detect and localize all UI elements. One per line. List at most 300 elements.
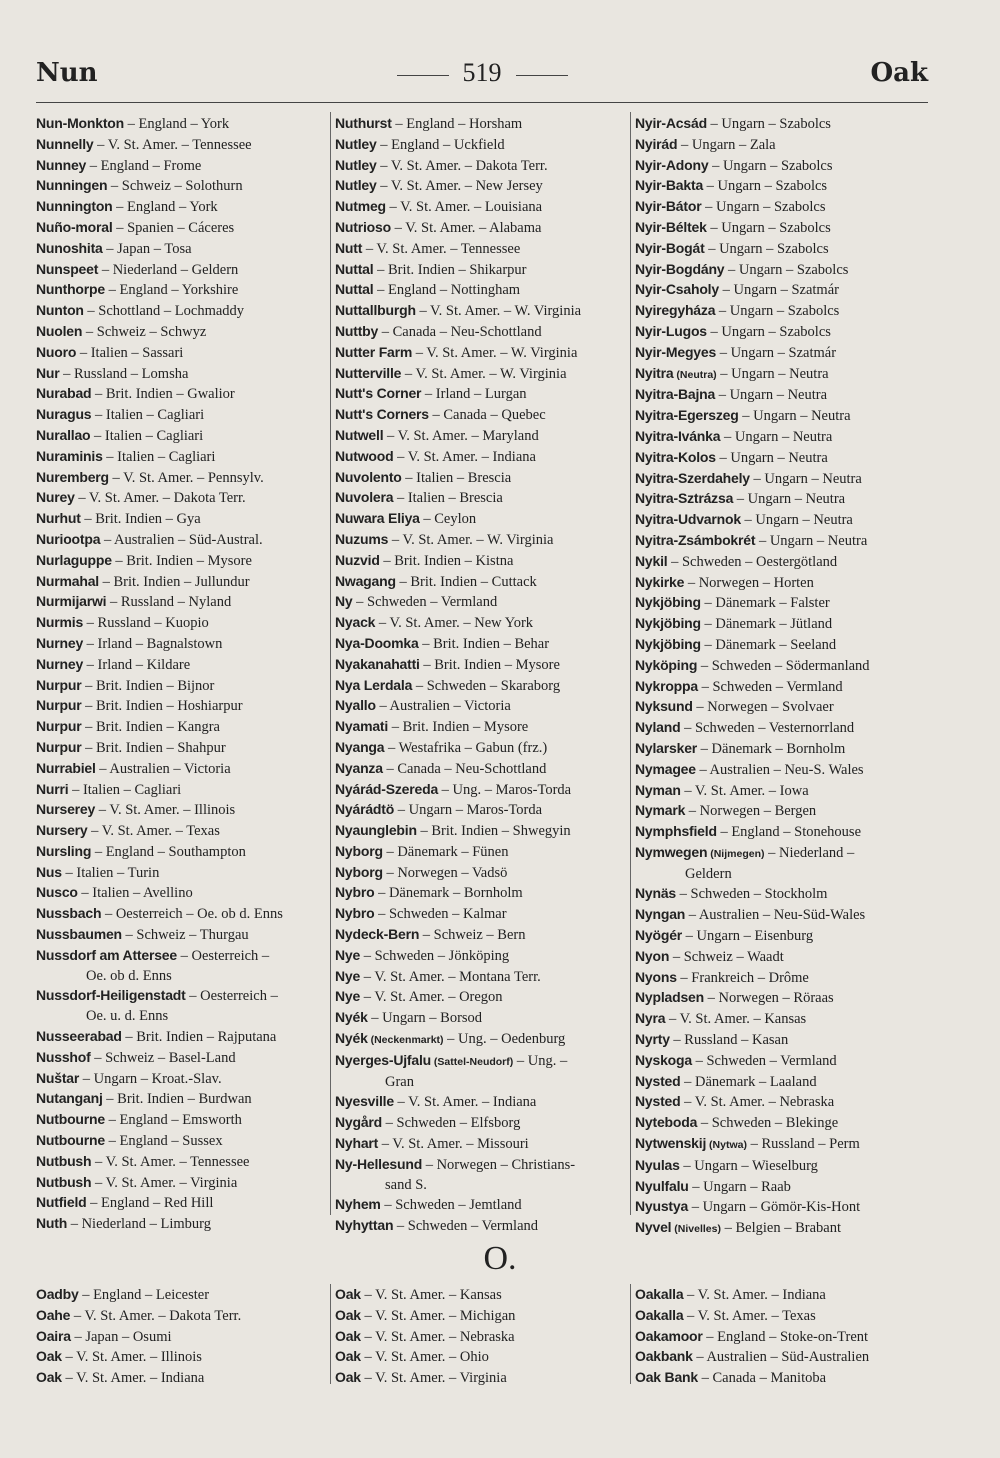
place-location: – Ungarn – Zala xyxy=(677,136,776,153)
place-name: Nyustya xyxy=(635,1198,689,1215)
list-item xyxy=(335,572,627,593)
list-item xyxy=(635,947,925,968)
list-item xyxy=(335,488,627,509)
list-item xyxy=(635,1156,925,1177)
list-item xyxy=(335,135,627,156)
place-location: – V. St. Amer. – Alabama xyxy=(390,219,542,236)
page-header xyxy=(36,58,928,94)
place-name: Nwagang xyxy=(335,572,396,589)
place-name: Nymagee xyxy=(635,760,696,777)
place-location: – Schweiz – Waadt xyxy=(669,948,784,965)
place-location: – V. St. Amer. – Indiana xyxy=(61,1370,205,1387)
place-location: – Norwegen – Bergen xyxy=(685,803,817,820)
list-item xyxy=(36,1131,328,1152)
list-item xyxy=(635,822,925,843)
list-item xyxy=(335,364,627,385)
list-item xyxy=(335,1051,627,1073)
place-location: – Ungarn – Gömör-Kis-Hont xyxy=(688,1199,861,1216)
page-number: 519 xyxy=(462,58,502,87)
place-location: – V. St. Amer. – Pennsylv. xyxy=(108,469,264,486)
list-item xyxy=(36,800,328,821)
place-location: – V. St. Amer. – Maryland xyxy=(383,427,539,444)
place-location: – Schweiz – Thurgau xyxy=(121,927,249,944)
place-location: – Ungarn – Szabolcs xyxy=(706,219,831,236)
place-location: – Irland – Kildare xyxy=(83,656,191,673)
place-location: – Brit. Indien – Mysore xyxy=(388,719,529,736)
list-item xyxy=(635,760,925,781)
place-location: – Brit. Indien – Shahpur xyxy=(81,739,226,756)
place-alt-name: (Nivelles) xyxy=(671,1223,721,1236)
list-item xyxy=(335,280,627,301)
column-divider-1 xyxy=(330,112,331,1215)
list-item xyxy=(335,634,627,655)
place-location: – Norwegen – Horten xyxy=(684,574,814,591)
entry-column-3 xyxy=(635,114,925,1240)
place-location: – V. St. Amer. – Kansas xyxy=(360,1287,502,1303)
list-item xyxy=(335,696,627,717)
place-location: – Schweiz – Basel-Land xyxy=(90,1049,236,1066)
list-item xyxy=(36,1306,328,1327)
list-item xyxy=(635,988,925,1009)
place-location: – Dänemark – Jütland xyxy=(700,616,833,633)
place-name: Nunnington xyxy=(36,198,113,215)
list-item xyxy=(635,510,925,531)
header-rule xyxy=(36,102,928,103)
place-name: Nyra xyxy=(635,1010,666,1027)
place-name: Nykjöbing xyxy=(635,615,701,632)
place-location: – Japan – Tosa xyxy=(102,240,192,257)
place-location: – Ung. – Oedenburg xyxy=(443,1031,566,1048)
place-location: – Brit. Indien – Behar xyxy=(418,635,550,652)
place-name: Oakamoor xyxy=(635,1327,703,1344)
list-item xyxy=(635,1177,925,1198)
place-location: – V. St. Amer. – Texas xyxy=(87,823,220,840)
place-name: Nyárád-Szereda xyxy=(335,780,439,797)
place-location: – Schweden – Stockholm xyxy=(676,886,828,903)
place-location: – V. St. Amer. – Oregon xyxy=(360,989,503,1006)
list-item xyxy=(635,926,925,947)
list-item xyxy=(36,156,328,177)
list-item xyxy=(635,552,925,573)
section-letter-o: O. xyxy=(483,1240,517,1277)
place-name: Nutt's Corners xyxy=(335,406,429,423)
place-location: – Italien – Brescia xyxy=(393,490,503,507)
place-name: Nunney xyxy=(36,156,87,173)
place-location: – Irland – Bagnalstown xyxy=(83,635,223,652)
place-location: – Belgien – Brabant xyxy=(720,1220,841,1237)
list-item xyxy=(335,863,627,884)
place-location: – V. St. Amer. – Dakota Terr. xyxy=(74,490,246,507)
place-name: Nunspeet xyxy=(36,260,99,277)
list-item xyxy=(36,343,328,364)
place-location: – England – Nottingham xyxy=(373,282,521,299)
list-item xyxy=(36,176,328,197)
place-name: Nymwegen xyxy=(635,843,708,860)
place-location: – V. St. Amer. – W. Virginia xyxy=(388,531,554,548)
list-item xyxy=(36,1089,328,1110)
list-item xyxy=(36,946,328,967)
place-location: – V. St. Amer. – Tennessee xyxy=(362,240,521,257)
place-name: Oahe xyxy=(36,1306,71,1323)
list-item xyxy=(335,1134,627,1155)
place-alt-name: (Nytwa) xyxy=(706,1139,747,1152)
place-location: – Italien – Brescia xyxy=(401,469,512,486)
place-name: Nutbush xyxy=(36,1152,92,1169)
place-location: – England – Frome xyxy=(86,157,202,174)
list-item xyxy=(635,1197,925,1218)
place-name: Nurhut xyxy=(36,510,81,527)
place-name: Nyulas xyxy=(635,1156,680,1173)
place-location: – Dänemark – Bornholm xyxy=(697,740,846,757)
place-location: – Australien – Neu-S. Wales xyxy=(695,761,864,778)
place-location: – Ungarn – Szabolcs xyxy=(708,157,833,174)
place-location: – England – Sussex xyxy=(104,1133,223,1150)
place-location: – Irland – Lurgan xyxy=(421,386,527,403)
place-name: Nyons xyxy=(635,968,677,985)
place-name: Nurri xyxy=(36,780,69,797)
place-name: Nyanza xyxy=(335,759,383,776)
list-item xyxy=(335,676,627,697)
place-name: Nyir-Bogát xyxy=(635,239,705,256)
place-name: Nurpur xyxy=(36,676,82,693)
place-location: – Schweden – Vermland xyxy=(697,678,843,695)
place-name: Nyksund xyxy=(635,698,693,715)
place-name: Nussdorf am Attersee xyxy=(36,946,177,963)
list-item xyxy=(335,1008,627,1029)
place-name: Nyitra-Zsámbokrét xyxy=(635,531,756,548)
place-name: Nyir-Bakta xyxy=(635,177,704,194)
place-name: Nyborg xyxy=(335,863,383,880)
place-location: – Ung. – xyxy=(513,1052,568,1069)
list-item xyxy=(36,488,328,509)
place-name: Nus xyxy=(36,863,62,880)
place-location: – Japan – Osumi xyxy=(70,1328,172,1345)
place-location: – Brit. Indien – Gya xyxy=(80,511,201,528)
place-location: – V. St. Amer. – Virginia xyxy=(360,1370,507,1387)
place-location: – Schweden – Blekinge xyxy=(697,1115,839,1132)
list-item xyxy=(36,592,328,613)
place-name: Nykjöbing xyxy=(635,594,701,611)
list-item xyxy=(335,717,627,738)
place-location: – Italien – Cagliari xyxy=(91,407,205,424)
place-name: Oak xyxy=(335,1348,361,1365)
list-item xyxy=(635,531,925,552)
place-location: – V. St. Amer. – Nebraska xyxy=(360,1328,515,1345)
list-item xyxy=(635,593,925,614)
list-item xyxy=(335,1285,627,1306)
place-name: Nuolen xyxy=(36,322,83,339)
place-location: – Schweden – Elfsborg xyxy=(382,1115,521,1132)
place-alt-name: (Nijmegen) xyxy=(707,847,765,860)
list-item xyxy=(635,884,925,905)
list-item xyxy=(335,197,627,218)
place-name: Oakbank xyxy=(635,1348,693,1365)
place-location: – Ungarn – Szabolcs xyxy=(715,303,840,320)
place-name: Nyhem xyxy=(335,1196,381,1213)
place-name: Nusshof xyxy=(36,1048,91,1065)
place-name: Nye xyxy=(335,946,361,963)
list-item-continuation: sand S. xyxy=(385,1176,427,1193)
place-name: Oak xyxy=(36,1369,62,1386)
place-location: – Dänemark – Laaland xyxy=(680,1073,817,1090)
list-item xyxy=(335,1029,627,1051)
list-item xyxy=(635,573,925,594)
list-item xyxy=(36,883,328,904)
place-location: – Brit. Indien – Shikarpur xyxy=(373,261,527,278)
list-item xyxy=(335,447,627,468)
place-name: Nutt xyxy=(335,239,363,256)
place-name: Nyir-Bogdány xyxy=(635,260,725,277)
place-name: Nuttallburgh xyxy=(335,302,416,319)
place-name: Nun-Monkton xyxy=(36,115,124,131)
list-item-continuation: Gran xyxy=(385,1073,414,1090)
list-item xyxy=(36,634,328,655)
place-name: Nyir-Lugos xyxy=(635,322,707,339)
place-location: – England – Stoke-on-Trent xyxy=(702,1328,869,1345)
list-item xyxy=(36,1173,328,1194)
place-name: Nutt's Corner xyxy=(335,385,422,402)
place-name: Nypladsen xyxy=(635,989,704,1006)
place-name: Nussbaumen xyxy=(36,926,122,943)
place-name: Nuštar xyxy=(36,1069,80,1086)
header-right-keyword: Oak xyxy=(870,58,928,88)
place-location: – V. St. Amer. – Montana Terr. xyxy=(360,968,541,985)
list-item xyxy=(36,426,328,447)
place-name: Nuttal xyxy=(335,281,374,298)
place-name: Nyerges-Ujfalu xyxy=(335,1051,432,1068)
place-name: Nurrabiel xyxy=(36,759,96,776)
place-location: – Russland – Lomsha xyxy=(59,365,189,382)
place-name: Nybro xyxy=(335,905,375,922)
list-item xyxy=(36,301,328,322)
place-name: Nye xyxy=(335,967,361,984)
list-item xyxy=(335,426,627,447)
place-location: – Canada – Quebec xyxy=(428,407,546,424)
list-item xyxy=(635,1051,925,1072)
list-item xyxy=(635,1030,925,1051)
place-name: Nyman xyxy=(635,781,681,798)
place-location: – Italien – Avellino xyxy=(77,885,193,902)
place-name: Oak xyxy=(335,1306,361,1323)
place-name: Nyhyttan xyxy=(335,1217,394,1234)
place-location: – Ungarn – Neutra xyxy=(716,365,829,382)
place-name: Nyanga xyxy=(335,738,385,755)
place-location: – V. St. Amer. – Virginia xyxy=(91,1174,238,1191)
place-name: Nutbourne xyxy=(36,1111,105,1128)
place-name: Nurney xyxy=(36,655,84,672)
place-name: Nye xyxy=(335,988,361,1005)
list-item xyxy=(36,197,328,218)
place-location: – England – Southampton xyxy=(91,843,246,860)
place-location: – Ungarn – Szabolcs xyxy=(706,323,831,340)
column-divider-2 xyxy=(630,112,631,1215)
o-entry-column-1 xyxy=(36,1285,328,1389)
list-item xyxy=(335,1195,627,1216)
list-item xyxy=(36,384,328,405)
place-location: – England – York xyxy=(124,116,230,132)
list-item xyxy=(36,842,328,863)
list-item xyxy=(36,738,328,759)
place-name: Nyitra-Bajna xyxy=(635,386,716,403)
list-item xyxy=(335,114,627,135)
place-name: Nurmijarwi xyxy=(36,593,107,610)
place-location: – V. St. Amer. – Indiana xyxy=(393,1094,537,1111)
place-location: – Schweden – Jemtland xyxy=(380,1197,522,1214)
place-name: Oak Bank xyxy=(635,1369,698,1386)
place-location: – Schweiz – Schwyz xyxy=(82,323,207,340)
list-item xyxy=(36,1193,328,1214)
place-location: – Ungarn – Szabolcs xyxy=(706,116,831,132)
place-location: – V. St. Amer. – W. Virginia xyxy=(401,365,567,382)
list-item xyxy=(635,801,925,822)
place-location: – Niederland – xyxy=(764,844,855,861)
list-item xyxy=(635,739,925,760)
place-name: Oadby xyxy=(36,1286,79,1302)
list-item xyxy=(635,718,925,739)
place-location: – V. St. Amer. – Tennessee xyxy=(93,136,252,153)
place-name: Nyamati xyxy=(335,718,389,735)
place-name: Nyögér xyxy=(635,927,683,944)
place-location: – V. St. Amer. – New York xyxy=(375,615,534,632)
list-item xyxy=(635,677,925,698)
header-dash-left xyxy=(397,75,449,76)
place-name: Nuttal xyxy=(335,260,374,277)
place-name: Nyir-Bátor xyxy=(635,198,702,215)
place-location: – Niederland – Limburg xyxy=(67,1216,211,1233)
place-name: Nutter Farm xyxy=(335,343,413,360)
place-location: – V. St. Amer. – Texas xyxy=(683,1307,816,1324)
place-location: – Ungarn – Maros-Torda xyxy=(394,802,543,819)
page-number-block xyxy=(36,58,928,88)
place-location: – Ungarn – Szabolcs xyxy=(704,240,829,257)
place-name: Nyteboda xyxy=(635,1114,698,1131)
place-name: Nurabad xyxy=(36,385,92,402)
list-item xyxy=(635,260,925,281)
place-name: Nyitra-Sztrázsa xyxy=(635,490,734,507)
list-item xyxy=(635,843,925,865)
place-name: Nyir-Acsád xyxy=(635,115,707,131)
place-name: Nutbush xyxy=(36,1173,92,1190)
place-name: Nur xyxy=(36,364,60,381)
list-item xyxy=(335,946,627,967)
list-item xyxy=(36,613,328,634)
place-name: Nussdorf-Heiligenstadt xyxy=(36,987,186,1004)
place-location: – Schweiz – Solothurn xyxy=(107,178,243,195)
list-item xyxy=(635,469,925,490)
place-name: Nutley xyxy=(335,177,377,194)
list-item xyxy=(635,406,925,427)
place-location: – Schweden – Jönköping xyxy=(360,947,510,964)
list-item xyxy=(335,613,627,634)
place-name: Nuthurst xyxy=(335,115,392,131)
place-location: – Schweden – Södermanland xyxy=(697,657,870,674)
entry-column-2 xyxy=(335,114,627,1237)
place-location: – Australien – Victoria xyxy=(95,760,231,777)
place-name: Nursery xyxy=(36,822,88,839)
list-item xyxy=(635,322,925,343)
place-name: Nutley xyxy=(335,156,377,173)
list-item xyxy=(36,863,328,884)
place-name: Nyitra-Udvarnok xyxy=(635,511,741,528)
place-location: – V. St. Amer. – Dakota Terr. xyxy=(376,157,548,174)
place-location: – Ungarn – Neutra xyxy=(740,512,853,529)
place-location: – Italien – Sassari xyxy=(76,344,184,361)
place-name: Nybro xyxy=(335,884,375,901)
list-item xyxy=(635,448,925,469)
list-item xyxy=(335,738,627,759)
place-location: – Canada – Manitoba xyxy=(698,1370,827,1387)
place-location: – Ungarn – Neutra xyxy=(738,408,851,425)
list-item xyxy=(335,343,627,364)
list-item xyxy=(335,218,627,239)
place-location: – Italien – Cagliari xyxy=(102,448,216,465)
list-item-continuation: Oe. ob d. Enns xyxy=(86,967,172,984)
place-location: – Australien – Neu-Süd-Wales xyxy=(685,907,866,924)
list-item xyxy=(36,821,328,842)
place-name: Nyack xyxy=(335,614,376,631)
place-name: Nykil xyxy=(635,552,668,569)
place-name: Nunthorpe xyxy=(36,281,105,298)
place-location: – Dänemark – Falster xyxy=(700,595,830,612)
place-name: Nuño-moral xyxy=(36,218,113,235)
place-name: Nyhart xyxy=(335,1135,379,1152)
place-location: – Schweden – Vermland xyxy=(352,594,498,611)
place-name: Nutmeg xyxy=(335,198,386,215)
place-location: – Russland – Perm xyxy=(746,1136,860,1153)
list-item xyxy=(36,1152,328,1173)
list-item xyxy=(635,656,925,677)
list-item xyxy=(635,1306,925,1327)
place-name: Nykroppa xyxy=(635,677,698,694)
place-name: Nutfield xyxy=(36,1194,87,1211)
list-item xyxy=(635,781,925,802)
place-location: – Brit. Indien – Hoshiarpur xyxy=(81,698,243,715)
list-item xyxy=(635,239,925,260)
place-location: – Brit. Indien – Kistna xyxy=(379,552,514,569)
place-location: – V. St. Amer. – Ohio xyxy=(360,1349,489,1366)
list-item xyxy=(635,301,925,322)
place-location: – Italien – Cagliari xyxy=(90,427,204,444)
place-location: – Ungarn – Szatmár xyxy=(716,344,837,361)
place-location: – V. St. Amer. – W. Virginia xyxy=(415,303,582,320)
list-item xyxy=(335,759,627,780)
list-item xyxy=(635,1009,925,1030)
place-name: Nyitra-Egerszeg xyxy=(635,407,739,424)
place-location: – England – Yorkshire xyxy=(104,282,239,299)
place-name: Nyitra xyxy=(635,364,674,381)
list-item xyxy=(635,1285,925,1306)
place-name: Nydeck-Bern xyxy=(335,926,420,943)
list-item xyxy=(335,239,627,260)
place-name: Nyakanahatti xyxy=(335,655,420,672)
list-item xyxy=(335,904,627,925)
list-item xyxy=(635,1368,925,1389)
place-name: Nyvel xyxy=(635,1219,672,1236)
place-location: – V. St. Amer. – Kansas xyxy=(665,1011,807,1028)
list-item xyxy=(36,135,328,156)
list-item xyxy=(335,800,627,821)
place-location: – Norwegen – Vadsö xyxy=(382,864,508,881)
place-name: Nutanganj xyxy=(36,1090,103,1107)
place-name: Nuth xyxy=(36,1215,68,1232)
place-location: – Norwegen – Christians- xyxy=(422,1156,576,1173)
place-name: Nyland xyxy=(635,719,681,736)
place-alt-name: (Neutra) xyxy=(673,368,717,381)
list-item xyxy=(335,1155,627,1176)
place-location: – Italien – Cagliari xyxy=(68,781,182,798)
place-name: Nyborg xyxy=(335,842,383,859)
place-location: – Brit. Indien – Mysore xyxy=(419,656,560,673)
